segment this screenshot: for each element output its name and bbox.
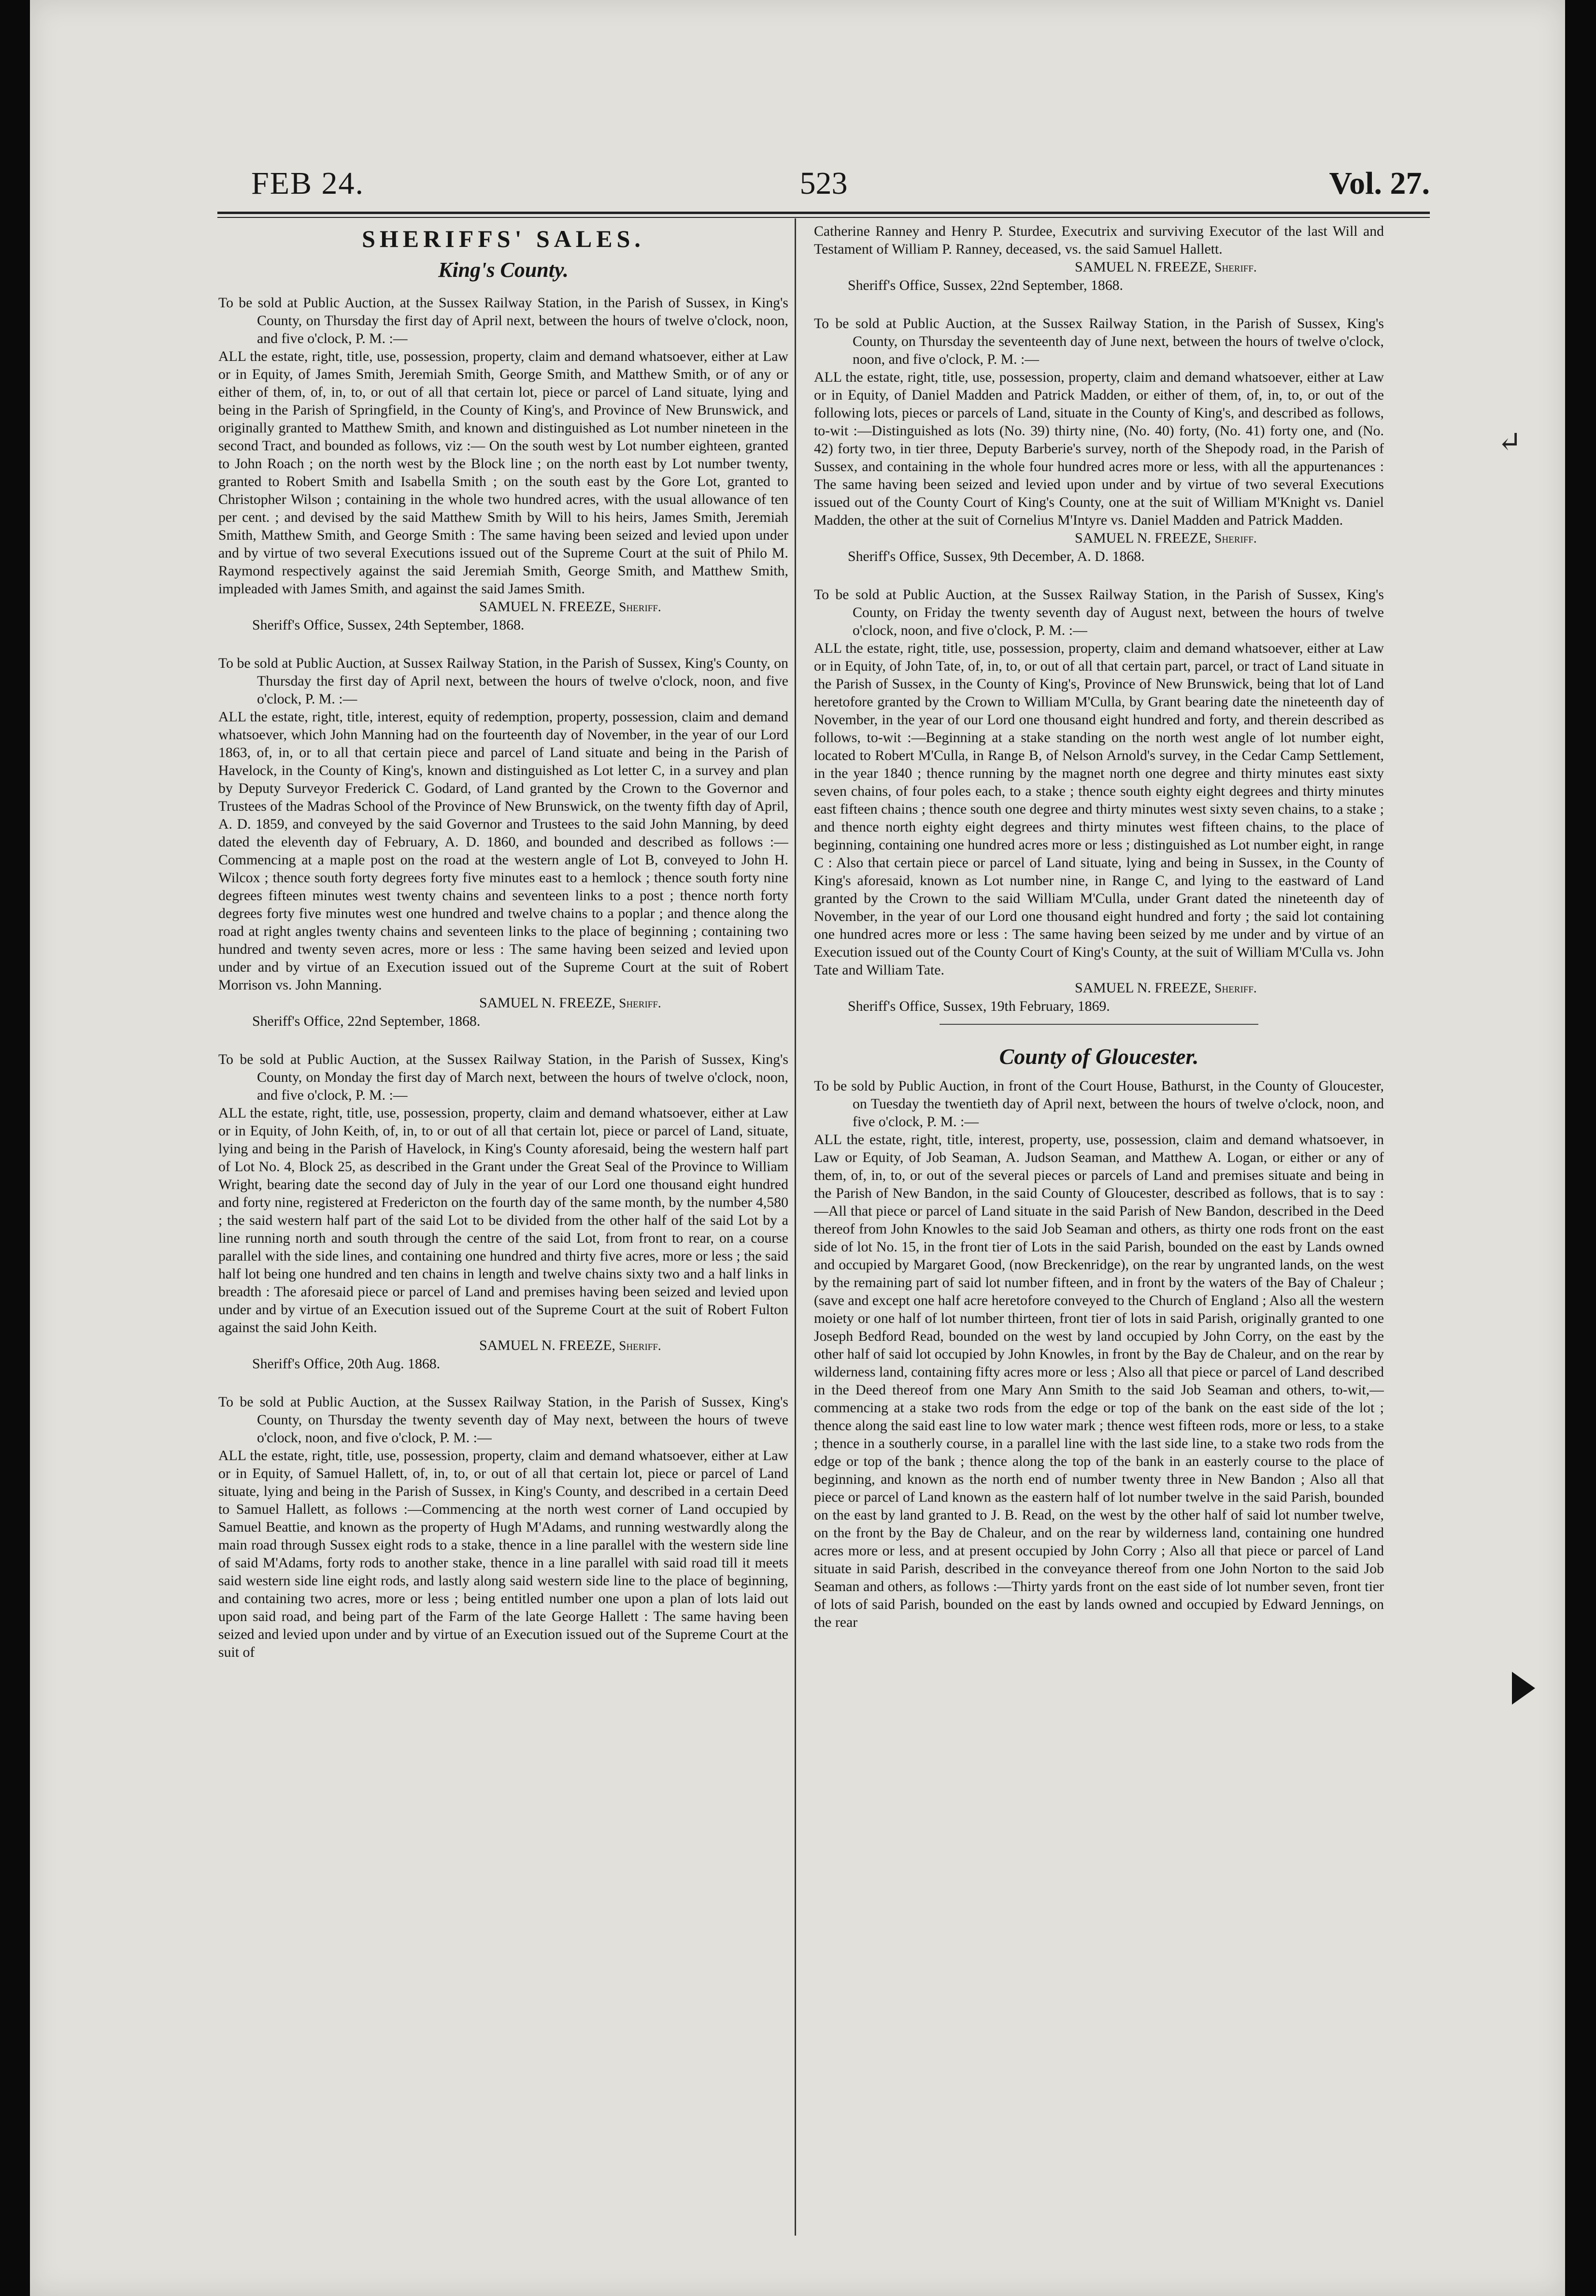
- sheriff-office-date: Sheriff's Office, 22nd September, 1868.: [252, 1013, 481, 1029]
- notice-body: ALL the estate, right, title, use, possession, property, claim and demand whatsoever, either at Law or in Equity, of Daniel Madden and Patrick Madden, or either of them, of, in, to, or out of the following lots, pieces or parcels of Land, situate in the County of King's, and described as follows, to-wit :—Distinguished as lots (No. 39) thirty nine, (No. 40) forty, (No. 41) forty one, and (No. 42) forty two, in tier three, Deputy Barberie's survey, north of the Shepody road, in the Parish of Sussex, and containing in the whole four hundred acres more or less, with all the appurtenances : The same having been seized and levied upon under and by virtue of two several Executions issued out of the County Court of King's County, one at the suit of William M'Knight vs. Daniel Madden, the other at the suit of Cornelius M'Intyre vs. Daniel Madden and Patrick Madden.: [814, 369, 1384, 528]
- sale-notice-continuation: [814, 222, 1384, 294]
- sale-notice: [814, 1077, 1384, 1631]
- right-column: [814, 222, 1384, 2236]
- sheriff-signature: SAMUEL N. FREEZE, Sheriff.: [1075, 259, 1257, 275]
- sale-notice: [814, 586, 1384, 1015]
- notice-body: ALL the estate, right, title, use, possession, property, claim and demand whatsoever, either at Law or in Equity, of James Smith, Jeremiah Smith, George Smith, and Matthew Smith, or of any or either of them, of, in, to, or out of all that certain lot, piece or parcel of Land situate, lying and being in the Parish of Springfield, in the County of King's, and Province of New Brunswick, and originally granted to Matthew Smith, and known and distinguished as Lot number nineteen in the second Tract, and bounded as follows, viz :— On the south west by Lot number eighteen, granted to John Roach ; on the north west by the Block line ; on the north east by Lot number twenty, granted to Robert Smith and Isabella Smith ; on the south east by the Gore Lot, granted to Christopher Wilson ; containing in the whole two hundred acres, with the usual allowance of ten per cent. ; and devised by the said Matthew Smith by Will to his heirs, James Smith, Jeremiah Smith, Matthew Smith, and George Smith : The same having been seized and levied upon under and by virtue of two several Executions issued out of the Supreme Court at the suit of Philo M. Raymond respectively against the said Jeremiah Smith, George Smith, and Matthew Smith, impleaded with James Smith, and against the said James Smith.: [218, 348, 788, 597]
- page-header: [217, 157, 1430, 210]
- sheriff-office-date: Sheriff's Office, 20th Aug. 1868.: [252, 1356, 441, 1372]
- sheriff-office-date: Sheriff's Office, Sussex, 22nd September, 1868.: [848, 277, 1123, 293]
- notice-body: Catherine Ranney and Henry P. Sturdee, Executrix and surviving Executor of the last Will and Testament of William P. Ranney, deceased, vs. the said Samuel Hallett.: [814, 223, 1384, 257]
- sheriff-signature: SAMUEL N. FREEZE, Sheriff.: [1075, 530, 1257, 546]
- notice-lead: To be sold at Public Auction, at the Sussex Railway Station, in the Parish of Sussex, King's County, on Thursday the twenty seventh day of May next, between the hours of tweve o'clock, noon, and five o'clock, P. M. :—: [218, 1394, 788, 1446]
- column-divider: [795, 218, 796, 2236]
- notice-lead: To be sold at Public Auction, at the Sussex Railway Station, in the Parish of Sussex, King's County, on Friday the twenty seventh day of August next, between the hours of twelve o'clock, noon, and five o'clock, P. M. :—: [814, 587, 1384, 638]
- notice-body: ALL the estate, right, title, use, possession, property, claim and demand whatsoever, either at Law or in Equity, of John Keith, of, in, to or out of all that certain lot, piece or parcel of Land, situate, lying and being in the Parish of Havelock, in King's County aforesaid, being the western half part of Lot No. 4, Block 25, as described in the Grant under the Great Seal of the Province to William Wright, bearing date the second day of July in the year of our Lord one thousand eight hundred and forty nine, registered at Fredericton on the fourth day of the same month, by the number 4,580 ; the said western half part of the said Lot to be divided from the other half of the said Lot by a line running north and south through the centre of the said Lot, from front to rear, on a course parallel with the side lines, and containing one hundred and thirty five acres, more or less ; the said half lot being one hundred and ten chains in length and twelve chains sixty two and a half links in breadth : The aforesaid piece or parcel of Land and premises having been seized and levied upon under and by virtue of an Execution issued out of the Supreme Court at the suit of Robert Fulton against the said John Keith.: [218, 1105, 788, 1335]
- section-rule: [940, 1024, 1258, 1025]
- notice-lead: To be sold at Public Auction, at Sussex Railway Station, in the Parish of Sussex, King's County, on Thursday the first day of April next, between the hours of twelve o'clock, noon, and five o'clock, P. M. :—: [218, 655, 788, 707]
- county-heading-gloucester: County of Gloucester.: [999, 1044, 1199, 1069]
- page-number: 523: [799, 166, 848, 201]
- notice-lead: To be sold at Public Auction, at the Sussex Railway Station, in the Parish of Sussex, in King's County, on Thursday the first day of April next, between the hours of twelve o'clock, noon, and five o'clock, P. M. :—: [218, 295, 788, 346]
- notice-lead: To be sold by Public Auction, in front of the Court House, Bathurst, in the County of Gloucester, on Tuesday the twentieth day of April next, between the hours of twelve o'clock, noon, and five o'clock, P. M. :—: [814, 1078, 1384, 1130]
- margin-annotation-mark: ↵: [1497, 426, 1522, 458]
- sheriff-office-date: Sheriff's Office, Sussex, 19th February, 1869.: [848, 998, 1110, 1014]
- issue-date: FEB 24.: [251, 166, 365, 201]
- sale-notice: [218, 1393, 788, 1661]
- sheriff-signature: SAMUEL N. FREEZE, Sheriff.: [1075, 980, 1257, 996]
- sheriff-signature: SAMUEL N. FREEZE, Sheriff.: [479, 599, 661, 615]
- left-column: [218, 222, 788, 2236]
- sale-notice: [218, 294, 788, 634]
- notice-body: ALL the estate, right, title, use, possession, property, claim and demand whatsoever, either at Law or in Equity, of John Tate, of, in, to, or out of all that certain part, parcel, or tract of Land situate in the Parish of Sussex, in the County of King's, Province of New Brunswick, being that lot of Land heretofore granted by the Crown to William M'Culla, by Grant bearing date the nineteenth day of November, in the year of our Lord one thousand eight hundred and forty, and therein described as follows, to-wit :—Beginning at a stake standing on the north west angle of lot number eight, located to Robert M'Culla, in Range B, of Nelson Arnold's survey, in the Cedar Camp Settlement, in the year 1840 ; thence running by the magnet north one degree and thirty minutes east sixty seven chains, of four poles each, to a stake ; thence south eighty eight degrees and thirty minutes east fifteen chains ; thence south one degree and thirty minutes west sixty seven chains, to a stake ; and thence north eighty eight degrees and thirty minutes west fifteen chains, to the place of beginning, containing one hundred acres more or less ; distinguished as Lot number eight, in range C : Also that certain piece or parcel of Land situate, lying and being in Sussex, in the County of King's aforesaid, known as Lot number nine, in Range C, and lying to the eastward of Land granted by the Crown to the said William M'Culla, under Grant dated the nineteenth day of November, in the year of our Lord one thousand eight hundred and forty ; the said lot containing one hundred acres more or less : The same having been seized by me under and by virtue of an Execution issued out of the County Court of King's County, at the suit of William M'Culla vs. John Tate and William Tate.: [814, 640, 1384, 978]
- sale-notice: [218, 654, 788, 1030]
- header-rule: [217, 212, 1430, 218]
- volume-number: Vol. 27.: [1329, 166, 1430, 201]
- notice-lead: To be sold at Public Auction, at the Sussex Railway Station, in the Parish of Sussex, King's County, on Thursday the seventeenth day of June next, between the hours of twelve o'clock, noon, and five o'clock, P. M. :—: [814, 316, 1384, 367]
- sheriff-signature: SAMUEL N. FREEZE, Sheriff.: [479, 1337, 661, 1353]
- sheriff-office-date: Sheriff's Office, Sussex, 24th September, 1868.: [252, 617, 525, 633]
- sale-notice: [218, 1050, 788, 1373]
- notice-lead: To be sold at Public Auction, at the Sussex Railway Station, in the Parish of Sussex, King's County, on Monday the first day of March next, between the hours of twelve o'clock, noon, and five o'clock, P. M. :—: [218, 1051, 788, 1103]
- notice-body: ALL the estate, right, title, interest, property, use, possession, claim and demand whatsoever, in Law or Equity, of Job Seaman, A. Judson Seaman, and Matthew A. Logan, or either or any of them, of, in, to, or out of the several pieces or parcels of Land and premises situate and being in the Parish of New Bandon, in the said County of Gloucester, described as follows, that is to say :—All that piece or parcel of Land situate in the said Parish of New Bandon, described in the Deed thereof from John Knowles to the said Job Seaman and others, as thirty one rods front on the east side of lot No. 15, in the front tier of Lots in the said Parish, bounded on the east by Lands owned and occupied by Margaret Good, (now Breckenridge), on the rear by ungranted lands, on the west by the remaining part of said lot number fifteen, and in front by the waters of the Bay of Chaleur ; (save and except one half acre heretofore conveyed to the Church of England ; Also all the western moiety or one half of lot number thirteen, front tier of lots in said Parish, originally granted to one Joseph Bedford Read, bounded on the west by land occupied by John Corry, on the east by the other half of said lot occupied by John Knowles, in front by the Bay de Chaleur, and on the rear by wilderness land, containing fifty acres more or less ; Also all that piece or parcel of Land described in the Deed thereof from one Mary Ann Smith to the said Job Seaman and others, to-wit,—commencing at a stake two rods from the edge or top of the bank on the east side of the lot ; thence along the said east line to low water mark ; thence west fifteen rods, more or less, to a stake ; thence in a southerly course, in a parallel line with the last side line, to a stake two rods from the edge or top of the bank ; thence along the top of the bank in an easterly course to the place of beginning, and known as the north end of number twenty three in New Bandon ; Also all that piece or parcel of Land known as the eastern half of lot number twelve in the said Parish, bounded on the east by land granted to J. B. Read, on the west by the other half of said lot number twelve, on the front by the Bay de Chaleur, and on the rear by wilderness land, containing one hundred acres more or less, and at present occupied by John Corry ; Also all that piece or parcel of Land situate in said Parish, described in the conveyance thereof from one John Norton to the said Job Seaman and others, as follows :—Thirty yards front on the east side of lot number seven, front tier of lots of said Parish, bounded on the east by lands owned and occupied by Edward Jennings, on the rear: [814, 1132, 1384, 1630]
- notice-body: ALL the estate, right, title, interest, equity of redemption, property, possession, claim and demand whatsoever, which John Manning had on the fourteenth day of November, in the year of our Lord 1863, of, in, or to all that certain piece and parcel of Land situate and being in the Parish of Havelock, in the County of King's, known and distinguished as Lot letter C, in a survey and plan by Deputy Surveyor Frederick C. Godard, of Land granted by the Crown to the Governor and Trustees of the Madras School of the Province of New Brunswick, on the twenty fifth day of April, A. D. 1859, and conveyed by the said Governor and Trustees to the said John Manning, by deed dated the eleventh day of February, A. D. 1860, and bounded and described as follows :—Commencing at a maple post on the road at the western angle of Lot B, conveyed to John H. Wilcox ; thence south forty degrees forty five minutes east to a hemlock ; thence south forty nine degrees fifteen minutes west twenty chains and seventeen links to a post ; thence north forty degrees forty five minutes west one hundred and twelve chains to a poplar ; and thence along the road at right angles twenty chains and seventeen links to the place of beginning ; containing two hundred and twenty seven acres, more or less : The same having been seized and levied upon under and by virtue of an Execution issued out of the Supreme Court at the suit of Robert Morrison vs. John Manning.: [218, 709, 788, 993]
- sheriff-signature: SAMUEL N. FREEZE, Sheriff.: [479, 995, 661, 1011]
- sheriff-office-date: Sheriff's Office, Sussex, 9th December, A. D. 1868.: [848, 548, 1145, 564]
- edge-arrow-icon: [1512, 1672, 1535, 1705]
- notice-body: ALL the estate, right, title, use, possession, property, claim and demand whatsoever, either at Law or in Equity, of Samuel Hallett, of, in, to, or out of all that certain lot, piece or parcel of Land situate, lying and being in the Parish of Sussex, in King's County, and described in a certain Deed to Samuel Hallett, as follows :—Commencing at the north west corner of Land occupied by Samuel Beattie, and known as the property of Hugh M'Adams, and running westwardly along the main road through Sussex eight rods to a stake, thence in a line parallel with the western side line of said M'Adams, forty rods to another stake, thence in a line parallel with said road till it meets said western side line eight rods, and lastly along said western side line to the place of beginning, and containing two acres, more or less ; being entitled number one upon a plan of lots laid out upon said road, and being part of the Farm of the late George Hallett : The same having been seized and levied upon under and by virtue of an Execution issued out of the Supreme Court at the suit of: [218, 1448, 788, 1660]
- county-heading-kings: King's County.: [438, 258, 569, 282]
- sale-notice: [814, 315, 1384, 565]
- page-title: SHERIFFS' SALES.: [362, 225, 645, 252]
